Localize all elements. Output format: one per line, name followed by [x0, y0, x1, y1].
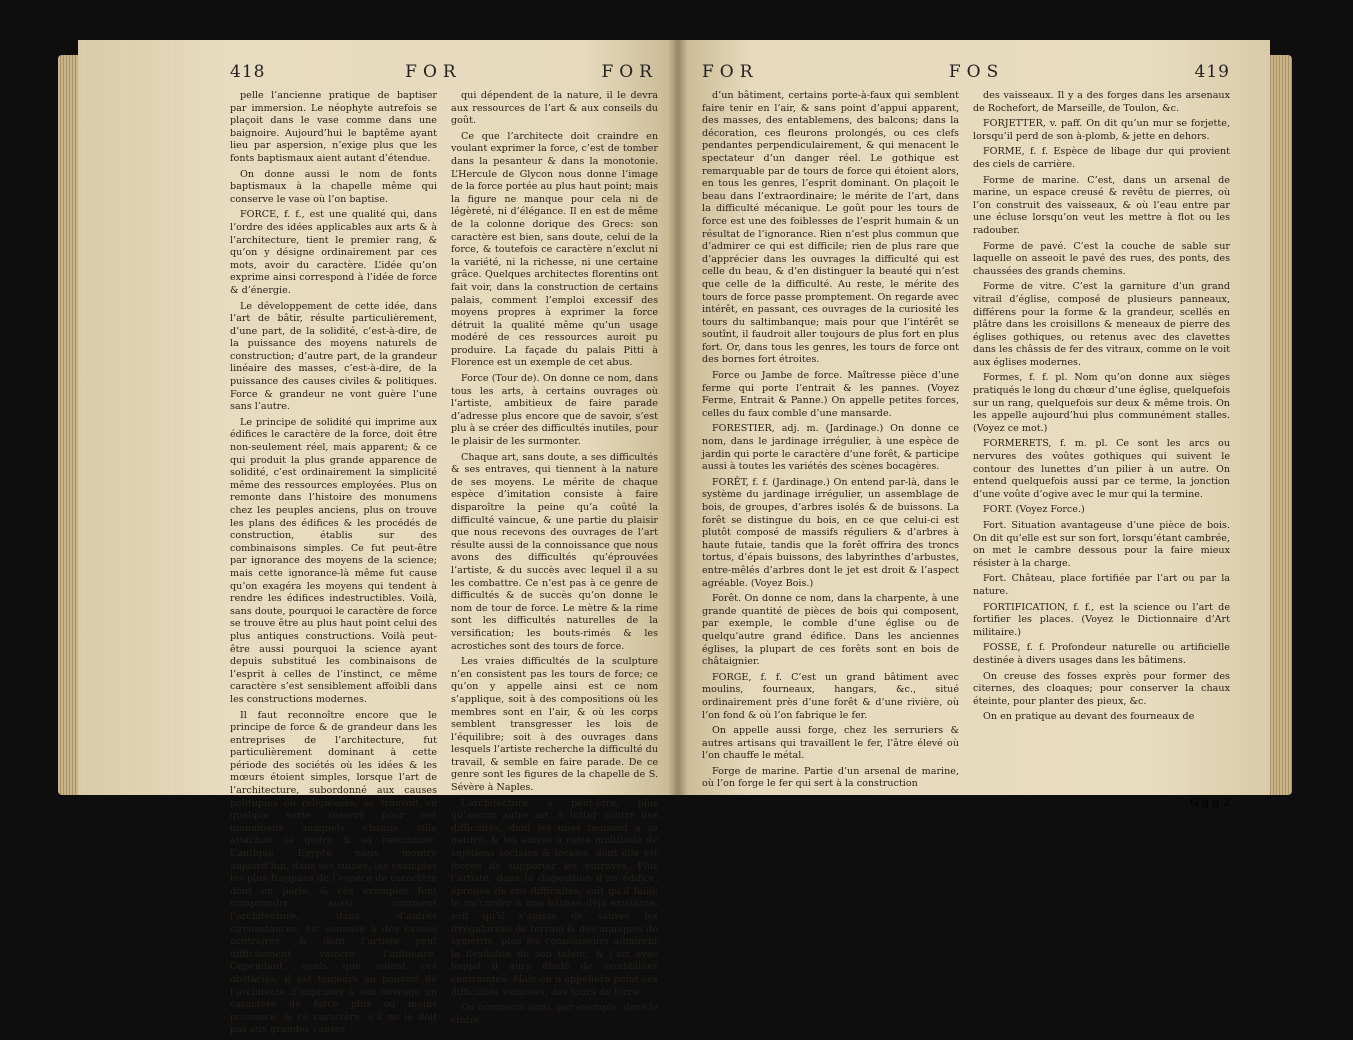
paragraph: Ce que l’architecte doit craindre en voulant exprimer la force, c’est de tomber dans la pesanteur & dans la monotonie. L’Hercule de Glycon nous donne l’image de la force portée au plus haut point; mais la figure ne manque pour cela ni de légèreté, ni d’élégance. Il en est de même de la colonne dorique des Grecs: son caractère est bien, sans doute, celui de la force, & toutefois ce caractère n’exclut ni la variété, ni la richesse, ni une certaine grâce. Quelques architectes florentins ont fait voir, dans la construction de certains palais, comment l’emploi excessif des moyens propres à exprimer la force détruit la qualité même qu’un usage modéré de ces ressources auroit pu produire. La façade du palais Pitti à Florence est un exemple de cet abus.	[451, 130, 658, 369]
paragraph: Formes, f. f. pl. Nom qu’on donne aux sièges pratiqués le long du chœur d’une église, quelquefois sur un rang, quelquefois sur deux & même trois. On les appelle aujourd’hui plus communément stalles. (Voyez ce mot.)	[973, 372, 1230, 434]
paragraph: FORMERETS, f. m. pl. Ce sont les arcs ou nervures des voûtes gothiques qui suivent le contour des lunettes d’un pilier à un autre. On entend quelquefois aussi par ce terme, la jonction d’une voûte d’ogive avec le mur qui la termine.	[973, 438, 1230, 500]
right-page-edges	[1268, 55, 1292, 795]
paragraph: qui dépendent de la nature, il le devra aux ressources de l’art & aux conseils du goût.	[451, 90, 658, 127]
book-gutter	[668, 40, 688, 795]
left-column-1	[230, 90, 437, 1040]
left-page-edges	[58, 55, 80, 795]
paragraph: FORÊT, f. f. (Jardinage.) On entend par-là, dans le système du jardinage irrégulier, un assemblage de bois, de groupes, d’arbres isolés & de buissons. La forêt se distingue du bois, en ce que celui-ci est plutôt composé de massifs réguliers & d’arbres à haute futaie, tandis que la forêt offrira des troncs tortus, d’épais buissons, des labyrinthes d’arbustes, entre-mêlés d’arbres dont le jet est droit & l’aspect agréable. (Voyez Bois.)	[702, 476, 959, 589]
paragraph: Force (Tour de). On donne ce nom, dans tous les arts, à certains ouvrages où l’artiste, ambitieux de faire parade d’adresse plus encore que de savoir, s’est plu à se créer des difficultés inutiles, pour le plaisir de les surmonter.	[451, 373, 658, 448]
paragraph: On creuse des fosses exprès pour former des citernes, des cloaques; pour conserver la chaux éteinte, pour planter des pieux, &c.	[973, 670, 1230, 707]
paragraph: FORGE, f. f. C’est un grand bâtiment avec moulins, fourneaux, hangars, &c., situé ordinairement près d’une forêt & d’une rivière, où l’on fond & où l’on fabrique le fer.	[702, 671, 959, 721]
paragraph: Force ou Jambe de force. Maîtresse pièce d’une ferme qui porte l’entrait & les pannes. (Voyez Ferme, Entrait & Panne.) On appelle petites forces, celles du faux comble d’une mansarde.	[702, 370, 959, 419]
paragraph: FORTIFICATION, f. f., est la science ou l’art de fortifier les places. (Voyez le Dictionnaire d’Art militaire.)	[973, 601, 1230, 638]
right-column-2	[973, 90, 1230, 794]
paragraph: pelle l’ancienne pratique de baptiser par immersion. Le néophyte autrefois se plaçoit dans le vase comme dans une baignoire. Aujourd’hui le baptême ayant lieu par aspersion, n’exige plus que les fonts baptismaux aient autant d’étendue.	[230, 90, 437, 164]
paragraph: d’un bâtiment, certains porte-à-faux qui semblent faire tenir en l’air, & sans point d’appui apparent, des masses, des entablemens, des balcons; dans la décoration, ces fleurons prolongés, ou ces clefs pendantes perpendiculairement, & qui menacent le spectateur d’un danger réel. Le gothique est remarquable par de tours de force qui étoient alors, en tous les genres, l’esprit dominant. On plaçoit le beau dans l’extraordinaire; le mérite de l’art, dans la difficulté mécanique. Le goût pour les tours de force est une des foiblesses de l’esprit humain & un résultat de l’ignorance. Rien n’est plus commun que d’admirer ce qui est difficile; rien de plus rare que d’apprécier dans les ouvrages la difficulté qui est celle du beau, & d’en distinguer la beauté qui n’est que celle de la difficulté. Au reste, le mérite des tours de force passe promptement. On regarde avec intérêt, en passant, ces ouvrages de la curiosité les tours du saltimbanque; mais pour que l’intérêt se soutînt, il faudroit aller toujours de plus fort en plus fort. Or, dans tous les genres, les tours de force ont des bornes fort étroites.	[702, 90, 959, 366]
paragraph: Forme de pavé. C’est la couche de sable sur laquelle on asseoit le pavé des rues, des ponts, des chaussées des grands chemins.	[973, 240, 1230, 277]
paragraph: Les vraies difficultés de la sculpture n’en consistent pas les tours de force; ce qu’on y appelle ainsi est ce nom s’applique, soit à des compositions où les membres sont en l’air, & où les corps semblent transgresser les lois de l’équilibre; soit à des ouvrages dans lesquels l’artiste recherche la difficulté du travail, & semble en faire parade. De ce genre sont les figures de la chapelle de S. Sévère à Naples.	[451, 656, 658, 794]
left-columns	[230, 90, 658, 1040]
left-running-head	[230, 62, 658, 82]
paragraph: Forêt. On donne ce nom, dans la charpente, à une grande quantité de pièces de bois qui composent, par exemple, le comble d’une église ou de quelqu’autre grand édifice. Dans les anciennes églises, la plupart de ces forêts sont en bois de châtaignier.	[702, 593, 959, 668]
paragraph: Le développement de cette idée, dans l’art de bâtir, résulte particulièrement, d’une part, de la solidité, c’est-à-dire, de la puissance des moyens naturels de construction; d’autre part, de la grandeur linéaire des masses, c’est-à-dire, de la puissance des causes civiles & politiques. Force & grandeur ne vont guère l’une sans l’autre.	[230, 300, 437, 413]
paragraph: des vaisseaux. Il y a des forges dans les arsenaux de Rochefort, de Marseille, de Toulon, &c.	[973, 90, 1230, 114]
paragraph: FORCE, f. f., est une qualité qui, dans l’ordre des idées applicables aux arts & à l’architecture, tient le premier rang, & qu’on y désigne ordinairement par ces mots, avoir du caractère. L’idée qu’on exprime ainsi correspond à l’idée de force & d’énergie.	[230, 209, 437, 296]
right-column-1	[702, 90, 959, 794]
paragraph: Forme de marine. C’est, dans un arsenal de marine, un espace creusé & revêtu de pierres, où l’on construit des vaisseaux, & où l’eau entre par une écluse lorsqu’on veut les mettre à flot ou les radouber.	[973, 174, 1230, 236]
paragraph: On en pratique au devant des fourneaux de	[983, 711, 1195, 723]
left-page-number: 418	[230, 62, 266, 82]
paragraph: On appelle aussi forge, chez les serruriers & autres artisans qui travaillent le fer, l’âtre élevé où l’on chauffe le métal.	[702, 725, 959, 762]
paragraph: Forge de marine. Partie d’un arsenal de marine, où l’on forge le fer qui sert à la construction	[702, 765, 959, 790]
left-page	[78, 40, 678, 1036]
right-head-word-1: FOR	[702, 62, 759, 82]
right-head-word-2: FOS	[948, 62, 1005, 82]
paragraph: FORME, f. f. Espèce de libage dur qui provient des ciels de carrière.	[973, 146, 1230, 170]
paragraph: Le principe de solidité qui imprime aux édifices le caractère de la force, doit être non-seulement réel, mais apparent; & ce qui produit la plus grande apparence de solidité, c’est ordinairement la simplicité même des ressources employées. Plus on remonte dans l’histoire des monumens chez les peuples anciens, plus on trouve les plans des édifices & les procédés de construction, établis sur des combinaisons simples. Ce fut peut-être par ignorance des moyens de la science; mais cette ignorance-là même fut cause qu’on exagéra les moyens qui tendent à rendre les édifices indestructibles. Voilà, sans doute, pourquoi le caractère de force se trouve être au plus haut point celui des plus antiques constructions. Voilà peut-être aussi pourquoi la science ayant depuis substitué les combinaisons de l’esprit à celles de l’instinct, ce même caractère s’est sensiblement affoibli dans les constructions modernes.	[230, 416, 437, 705]
paragraph: On nommera ainsi, par exemple, dans le cintre	[451, 1002, 658, 1026]
paragraph: FORT. (Voyez Force.)	[983, 504, 1085, 516]
left-head-word-2: FOR	[601, 62, 658, 82]
paragraph: FORESTIER, adj. m. (Jardinage.) On donne ce nom, dans le jardinage irrégulier, à une espèce de jardin qui porte le caractère d’une forêt, & participe aussi à toutes les variétés des scènes bocagères.	[702, 423, 959, 473]
right-columns	[702, 90, 1230, 794]
paragraph: Chaque art, sans doute, a ses difficultés & ses entraves, qui tiennent à la nature de ses moyens. Le mérite de chaque espèce d’imitation consiste à faire disparoître la peine qu’a coûté la difficulté vaincue, & une partie du plaisir que nous recevons des ouvrages de l’art résulte aussi de la connoissance que nous avons des difficultés qu’éprouvées l’artiste, & du succès avec lequel il a su les combattre. Ce n’est pas à ce genre de difficultés & de succès qu’on donne le nom de tour de force. Le mètre & la rime sont les difficultés naturelles de la versification; les bouts-rimés & les acrostiches sont des tours de force.	[451, 451, 658, 652]
paragraph: On donne aussi le nom de fonts baptismaux à la chapelle même qui conserve le vase où l’on baptise.	[230, 168, 437, 205]
right-running-head	[702, 62, 1230, 82]
right-page-number: 419	[1194, 62, 1230, 82]
paragraph: Fort. Château, place fortifiée par l’art ou par la nature.	[973, 573, 1230, 597]
right-page	[678, 40, 1270, 810]
left-head-word-1: FOR	[405, 62, 462, 82]
paragraph: FORJETTER, v. paff. On dit qu’un mur se forjette, lorsqu’il perd de son à-plomb, & jette en dehors.	[973, 118, 1230, 142]
paragraph: Il faut reconnoître encore que le principe de force & de grandeur dans les entreprises de l’architecture, fut particulièrement dominant à cette période des sociétés où les idées & les mœurs étoient simples, lorsque l’art de l’architecture, subordonné aux causes politiques ou religieuses, se trouvoit en quelque sorte réservé pour ces monumens auxquels chaque ville attachoit sa gloire & sa renommée. L’antique Egypte nous montre aujourd’hui, dans ses ruines, les exemples les plus frappans de l’espèce de caractère dont on parle, & ces exemples font comprendre aussi comment l’architecture, dans d’autres circonstances, est soumise à des causes contraires, & dont l’artiste peut difficilement vaincre l’influence. Cependant, quels que soient ces obstacles, il est toujours au pouvoir de l’architecte d’imprimer à son ouvrage un caractère de force plus ou moins prononcé, & ce caractère, s’il ne le doit pas aux grandes causes	[230, 709, 437, 1036]
signature-mark: G g g 2	[1189, 796, 1230, 810]
paragraph: L’architecture a peut-être, plus qu’aucun autre art, à lutter contre des difficultés, dont les unes tiennent à sa nature, & les autres à cette multitude de sujétions sociales & locales, dont elle est forcée de supporter les entraves. Plus l’artiste, dans la disposition d’un édifice, éprouve de ces difficultés, soit qu’il faille le raccorder à une bâtisse déjà existante, soit qu’il s’agisse de sauver les irrégularités de terrain & des manques de symétrie, plus les connoisseurs admirent la flexibilité de son talent, & l’art avec lequel il aura éludé de semblables contraintes. Mais on n’appellera point ces difficultés vaincues, des tours de force.	[451, 797, 658, 998]
paragraph: Forme de vitre. C’est la garniture d’un grand vitrail d’église, composé de plusieurs panneaux, différens pour la forme & la grandeur, scellés en plâtre dans les croisillons & meneaux de pierre des églises gothiques, ou retenus avec des clavettes dans les châssis de fer des vitraux, comme on le voit aux églises modernes.	[973, 281, 1230, 368]
paragraph: FOSSE, f. f. Profondeur naturelle ou artificielle destinée à divers usages dans les bâtimens.	[973, 642, 1230, 666]
paragraph: Fort. Situation avantageuse d’une pièce de bois. On dit qu’elle est sur son fort, lorsqu’étant cambrée, on met le cambre dessous pour la faire mieux résister à la charge.	[973, 520, 1230, 569]
left-column-2	[451, 90, 658, 1040]
